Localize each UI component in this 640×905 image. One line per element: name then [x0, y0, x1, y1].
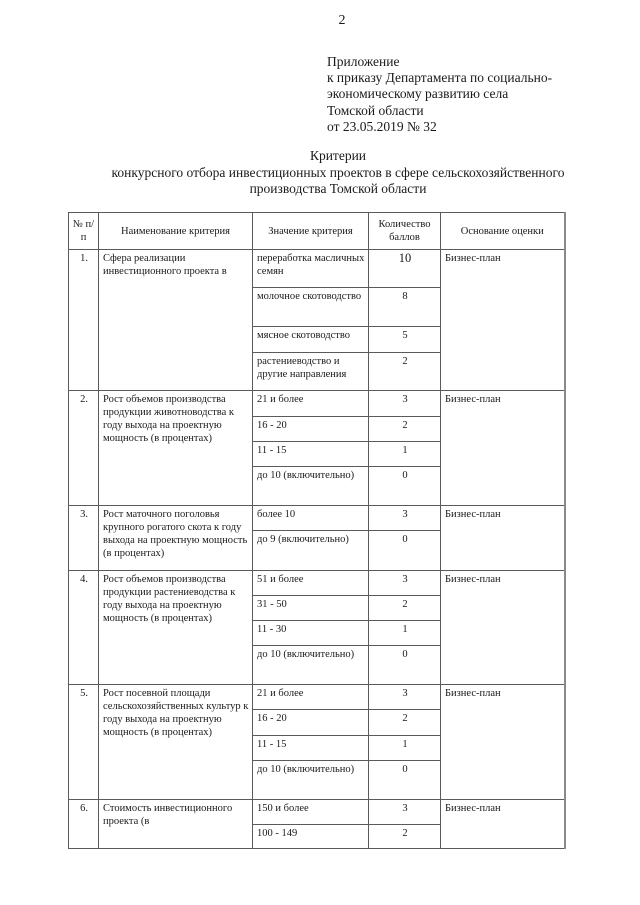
criterion-value: 11 - 30: [253, 621, 369, 646]
criterion-value: 150 и более: [253, 800, 369, 825]
criterion-score: 3: [369, 391, 441, 417]
title-line: конкурсного отбора инвестиционных проектов в сфере сельскохозяйственного: [111, 164, 565, 180]
header-num: № п/п: [69, 213, 99, 250]
criterion-score: 1: [369, 442, 441, 467]
criterion-value: 11 - 15: [253, 736, 369, 761]
criterion-score: 2: [369, 596, 441, 621]
appendix-block: [327, 54, 552, 135]
criterion-score: 3: [369, 800, 441, 825]
criterion-value: переработка масличных семян: [253, 250, 369, 288]
criterion-name: Сфера реализации инвестиционного проекта в: [99, 250, 253, 391]
criterion-value: до 10 (включительно): [253, 646, 369, 685]
table-row: [69, 506, 565, 531]
criterion-score: 2: [369, 710, 441, 736]
criterion-score: 2: [369, 825, 441, 849]
criterion-score: 3: [369, 685, 441, 710]
criterion-value: до 9 (включительно): [253, 531, 369, 571]
criterion-basis: Бизнес-план: [441, 571, 565, 685]
criterion-name: Рост объемов производства продукции растениеводства к году выхода на проектную мощность (в процентах): [99, 571, 253, 685]
table-header-row: [69, 213, 565, 250]
appendix-line: от 23.05.2019 № 32: [327, 118, 437, 134]
criterion-number: 3.: [69, 506, 99, 571]
criterion-number: 4.: [69, 571, 99, 685]
title-line: производства Томской области: [249, 181, 427, 196]
criterion-score: 2: [369, 353, 441, 391]
criteria-table-body: [69, 250, 565, 849]
criterion-number: 5.: [69, 685, 99, 800]
criterion-score: 1: [369, 736, 441, 761]
criterion-number: 6.: [69, 800, 99, 849]
criterion-value: 21 и более: [253, 391, 369, 417]
page-number: 2: [338, 13, 346, 28]
appendix-line: Приложение: [327, 54, 400, 69]
header-score: Количество баллов: [369, 213, 441, 250]
criterion-name: Рост посевной площади сельскохозяйственных культур к году выхода на проектную мощность (в процентах): [99, 685, 253, 800]
criterion-value: до 10 (включительно): [253, 761, 369, 800]
criterion-name: Рост маточного поголовья крупного рогатого скота к году выхода на проектную мощность (в процентах): [99, 506, 253, 571]
criterion-basis: Бизнес-план: [441, 506, 565, 571]
criterion-score: 0: [369, 646, 441, 685]
table-row: [69, 571, 565, 596]
header-basis: Основание оценки: [441, 213, 565, 250]
criterion-value: 16 - 20: [253, 417, 369, 442]
criterion-score: 5: [369, 327, 441, 353]
criterion-value: 51 и более: [253, 571, 369, 596]
table-row: [69, 685, 565, 710]
criterion-name: Стоимость инвестиционного проекта (в: [99, 800, 253, 849]
header-name: Наименование критерия: [99, 213, 253, 250]
criterion-value: 31 - 50: [253, 596, 369, 621]
document-title: [18, 148, 640, 198]
criteria-table: [68, 212, 566, 849]
appendix-line: экономическому развитию села: [327, 86, 509, 102]
criterion-basis: Бизнес-план: [441, 391, 565, 506]
criterion-score: 0: [369, 761, 441, 800]
criterion-score: 8: [369, 288, 441, 327]
appendix-line: Томской области: [327, 102, 424, 118]
appendix-line: к приказу Департамента по социально-: [327, 70, 553, 86]
criterion-value: 100 - 149: [253, 825, 369, 849]
criterion-value: растениеводство и другие направления: [253, 353, 369, 391]
criterion-number: 1.: [69, 250, 99, 391]
table-row: [69, 250, 565, 288]
criterion-score: 2: [369, 417, 441, 442]
criterion-basis: Бизнес-план: [441, 250, 565, 391]
table-row: [69, 800, 565, 825]
criterion-value: 16 - 20: [253, 710, 369, 736]
criterion-score: 1: [369, 621, 441, 646]
criterion-score: 3: [369, 506, 441, 531]
criterion-value: более 10: [253, 506, 369, 531]
criterion-name: Рост объемов производства продукции животноводства к году выхода на проектную мощность (в процентах): [99, 391, 253, 506]
criterion-basis: Бизнес-план: [441, 685, 565, 800]
criterion-score: 10: [369, 250, 441, 288]
criterion-number: 2.: [69, 391, 99, 506]
criterion-value: 11 - 15: [253, 442, 369, 467]
criterion-value: до 10 (включительно): [253, 467, 369, 506]
header-value: Значение критерия: [253, 213, 369, 250]
criterion-basis: Бизнес-план: [441, 800, 565, 849]
criterion-value: мясное скотоводство: [253, 327, 369, 353]
criterion-score: 3: [369, 571, 441, 596]
criterion-score: 0: [369, 467, 441, 506]
criterion-score: 0: [369, 531, 441, 571]
criterion-value: 21 и более: [253, 685, 369, 710]
title-line: Критерии: [309, 148, 367, 163]
table-row: [69, 391, 565, 417]
criterion-value: молочное скотоводство: [253, 288, 369, 327]
